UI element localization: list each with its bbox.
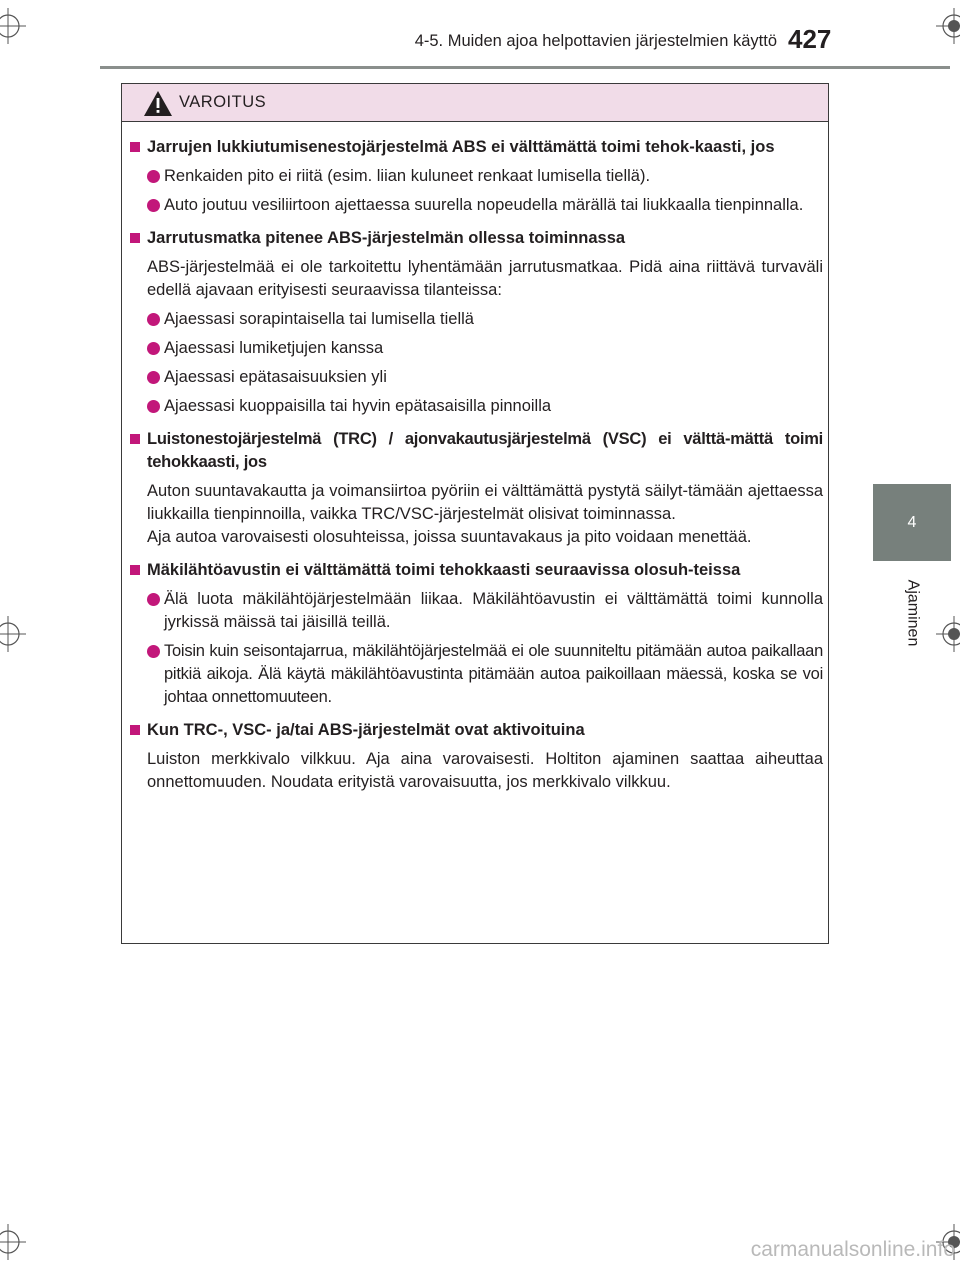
dot-bullet-icon (147, 645, 160, 658)
section-text: Aja autoa varovaisesti olosuhteissa, joissa suuntavakaus ja pito voidaan menettää. (147, 528, 752, 546)
registration-mark-icon (0, 616, 26, 652)
list-item: Toisin kuin seisontajarrua, mäkilähtöjärjestelmää ei ole suunniteltu pitämään autoa paikallaan pitkiä aikoja. Älä käytä mäkilähtöavustinta pitämään autoa paikoillaan mäessä, koska se voi johtaa onnettomuuteen. (130, 640, 823, 709)
section-heading: Jarrujen lukkiutumisenestojärjestelmä ABS ei välttämättä toimi tehok-kaasti, jos (130, 136, 823, 159)
dot-bullet-icon (147, 170, 160, 183)
warning-section-hill-start (130, 559, 823, 709)
list-item: Ajaessasi sorapintaisella tai lumisella tiellä (130, 308, 823, 331)
list-item: Ajaessasi epätasaisuuksien yli (130, 366, 823, 389)
chapter-label: Ajaminen (903, 579, 921, 647)
warning-header (122, 84, 828, 122)
list-item: Auto joutuu vesiliirtoon ajettaessa suurella nopeudella märällä tai liukkaalla tienpinnalla. (130, 194, 823, 217)
dot-bullet-icon (147, 313, 160, 326)
list-item: Ajaessasi lumiketjujen kanssa (130, 337, 823, 360)
square-bullet-icon (130, 434, 140, 444)
chapter-tab[interactable] (873, 484, 951, 561)
square-bullet-icon (130, 565, 140, 575)
section-heading: Kun TRC-, VSC- ja/tai ABS-järjestelmät ovat aktivoituina (130, 719, 823, 742)
header-rule (100, 66, 950, 69)
warning-section-abs (130, 136, 823, 217)
registration-mark-icon (936, 8, 960, 44)
section-text: ABS-järjestelmää ei ole tarkoitettu lyhentämään jarrutusmatkaa. Pidä aina riittävä turvaväli edellä ajavaan erityisesti seuraavissa tilanteissa: (147, 258, 823, 299)
section-heading: Mäkilähtöavustin ei välttämättä toimi tehokkaasti seuraavissa olosuh-teissa (130, 559, 823, 582)
list-item: Ajaessasi kuoppaisilla tai hyvin epätasaisilla pinnoilla (130, 395, 823, 418)
list-item: Renkaiden pito ei riitä (esim. liian kuluneet renkaat lumisella tiellä). (130, 165, 823, 188)
page-number: 427 (788, 24, 832, 54)
watermark: carmanualsonline.info (750, 1238, 955, 1261)
warning-triangle-icon (143, 90, 173, 117)
square-bullet-icon (130, 142, 140, 152)
section-text: Auton suuntavakautta ja voimansiirtoa pyöriin ei välttämättä pystytä säilyt-tämään ajettaessa liukkailla tienpinnoilla, vaikka TRC/VSC-järjestelmät olisivat toiminnassa. (147, 482, 823, 523)
square-bullet-icon (130, 233, 140, 243)
warning-section-trc-vsc (130, 428, 823, 549)
warning-section-activated (130, 719, 823, 794)
square-bullet-icon (130, 725, 140, 735)
dot-bullet-icon (147, 400, 160, 413)
warning-section-braking-distance (130, 227, 823, 418)
warning-body (122, 122, 828, 794)
warning-box (121, 83, 829, 944)
dot-bullet-icon (147, 371, 160, 384)
section-heading: Jarrutusmatka pitenee ABS-järjestelmän ollessa toiminnassa (130, 227, 823, 250)
dot-bullet-icon (147, 593, 160, 606)
section-heading: Luistonestojärjestelmä (TRC) / ajonvakautusjärjestelmä (VSC) ei välttä-mättä toimi tehokkaasti, jos (130, 428, 823, 474)
section-text: Luiston merkkivalo vilkkuu. Aja aina varovaisesti. Holtiton ajaminen saattaa aiheuttaa onnettomuuden. Noudata erityistä varovaisuutta, jos merkkivalo vilkkuu. (147, 750, 823, 791)
chapter-number: 4 (907, 513, 917, 531)
dot-bullet-icon (147, 199, 160, 212)
registration-mark-icon (0, 1224, 26, 1260)
list-item: Älä luota mäkilähtöjärjestelmään liikaa. Mäkilähtöavustin ei välttämättä toimi kunnolla jyrkissä mäissä tai jäisillä teillä. (130, 588, 823, 634)
section-title: 4-5. Muiden ajoa helpottavien järjestelmien käyttö (414, 32, 777, 50)
warning-title: VAROITUS (179, 93, 267, 111)
dot-bullet-icon (147, 342, 160, 355)
